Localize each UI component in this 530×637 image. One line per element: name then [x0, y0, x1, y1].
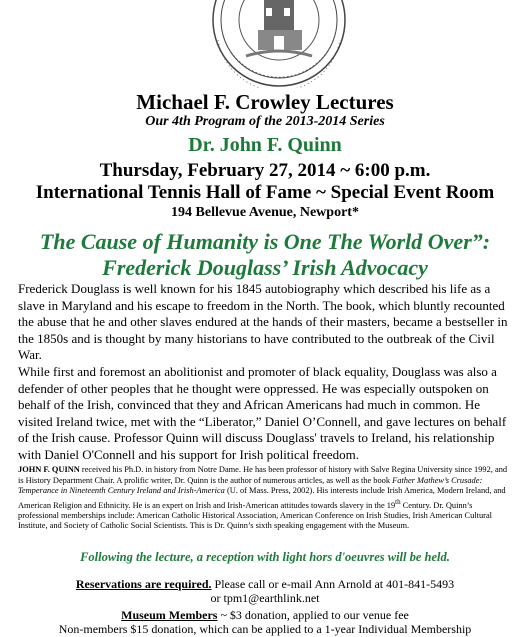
bio-text-3: Century. Dr. Quinn’s professional memberships include: American Catholic Historical Association, American Conference on Irish Studies, Irish American Cultural Institute, and Society of Catholic Social Scientists. This is Dr. Quinn’s sixth speaking engagement with the Museum. [18, 500, 493, 531]
lecture-series-title: Michael F. Crowley Lectures [136, 90, 394, 114]
event-datetime: Thursday, February 27, 2014 ~ 6:00 p.m. [99, 160, 431, 181]
lecture-title [0, 229, 530, 281]
reception-note: Following the lecture, a reception with light hors d'oeuvres will be held. [80, 550, 450, 564]
series-subtitle: Our 4th Program of the 2013-2014 Series [145, 114, 385, 129]
members-label: Museum Members [121, 608, 218, 622]
bio-text-1: received his Ph.D. in history from Notre Dame. He has been professor of history with Salve Regina University since 1992, and is History Department Chair. A prolific writer, Dr. Quinn is the author of numerous articles, as well as the book [18, 465, 508, 485]
speaker-bio [18, 465, 514, 532]
bio-name: JOHN F. QUINN [18, 465, 80, 474]
lecture-title-line2: Frederick Douglass’ Irish Advocacy [102, 255, 428, 280]
reservations-email[interactable]: or tpm1@earthlink.net [210, 591, 320, 605]
reservations-line [0, 577, 530, 592]
speaker-name: Dr. John F. Quinn [188, 134, 342, 156]
society-seal-icon [204, 0, 354, 88]
event-venue: International Tennis Hall of Fame ~ Special Event Room [35, 182, 495, 203]
reservations-label: Reservations are required. [75, 577, 212, 591]
description-paragraph-1: Frederick Douglass is well known for his 1845 autobiography which described his life as a slave in Maryland and his escape to freedom in the North. The book, which bluntly recounted the abuse that he and other slaves endured at the hands of their masters, became a bestseller in the 1850s and is thought by many historians to have contributed to the outbreak of the Civil War. [18, 281, 508, 362]
lecture-title-line1: The Cause of Humanity is One The World Over”: [39, 229, 491, 254]
description-paragraph-2: While first and foremost an abolitionist and promoter of black equality, Douglass was also a defender of other peoples that he thought were oppressed. He was especially outspoken on behalf of the Irish, convinced that they and African Americans had much in common. He visited Ireland twice, met with the “Liberator,” Daniel O’Connell, and gave lectures on behalf of the Irish cause. Professor Quinn will discuss Douglass' travels to Ireland, his relationship with Daniel O'Connell and his support for Irish political freedom. [18, 364, 507, 462]
bio-text-2: (U. of Mass. Press, 2002). His interests include Irish America, Modern Ireland, and American Religion and Ethnicity. He is an expert on Irish and Irish-American attitudes towards slavery in the 19 [18, 486, 506, 510]
reservations-text: Please call or e-mail Ann Arnold at 401-841-5493 [211, 577, 455, 591]
bio-book-title: Father Mathew’s Crusade: Temperance in Nineteenth Century Ireland and Irish-America [18, 475, 483, 495]
members-pricing [0, 608, 530, 623]
nonmembers-pricing: Non-members $15 donation, which can be applied to a 1-year Individual Membership [58, 622, 472, 636]
members-text: ~ $3 donation, applied to our venue fee [217, 608, 409, 622]
bio-superscript: th [395, 497, 401, 506]
event-address: 194 Bellevue Avenue, Newport* [171, 205, 359, 220]
